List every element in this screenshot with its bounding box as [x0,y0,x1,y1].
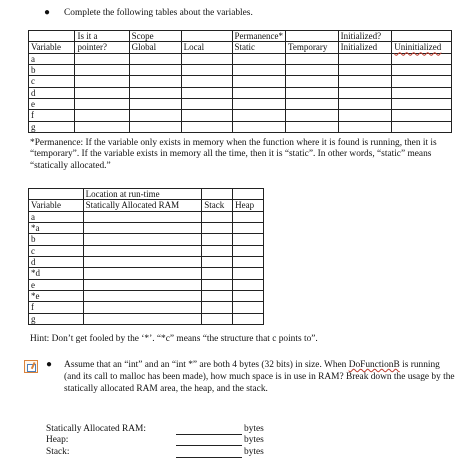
table-cell[interactable] [75,76,129,87]
table-cell[interactable] [75,65,129,76]
table-cell: *e [29,291,84,302]
table-row [29,245,264,256]
table-cell[interactable] [181,76,232,87]
table-row [29,234,264,245]
table-cell[interactable] [83,245,202,256]
table-cell[interactable]: Scope [129,31,181,42]
table-row [29,110,452,121]
table-row [29,268,264,279]
table-cell[interactable] [202,189,233,200]
table-cell[interactable] [232,53,285,64]
hint-text: Hint: Don’t get fooled by the ‘*’. “*c” means “the structure that c points to”. [30,334,318,344]
permanence-note: *Permanence: If the variable only exists in memory when the function where it is found is running, then it is “temporary”. If the variable exists in memory all the time, then it is “static”. In other words, “static” means “statically allocated.” [30,138,437,171]
table-cell[interactable] [338,121,392,132]
table-cell[interactable] [232,99,285,110]
table-cell[interactable] [232,65,285,76]
table-cell[interactable] [392,53,452,64]
location-table [28,188,264,325]
table-cell[interactable] [233,279,264,290]
table-cell[interactable] [202,245,233,256]
table-row [29,87,452,98]
table-cell[interactable] [129,110,181,121]
instruction-text: Complete the following tables about the variables. [64,8,253,18]
table-cell[interactable] [83,291,202,302]
table-cell[interactable] [338,76,392,87]
table-cell[interactable] [233,223,264,234]
table-cell[interactable] [83,268,202,279]
header-row [29,189,264,200]
table-row [29,99,452,110]
table-cell[interactable]: Initialized? [338,31,392,42]
table-cell: g [29,313,84,324]
table-cell: b [29,65,75,76]
bullet-icon: ● [44,7,51,18]
table-cell[interactable] [129,53,181,64]
table-row [29,121,452,132]
answer-block [46,423,264,458]
table-cell[interactable]: Heap [233,200,264,211]
table-cell[interactable]: Permanence* [232,31,285,42]
bullet-icon: ● [46,359,53,370]
answer-blank[interactable] [176,437,242,446]
table-cell[interactable] [129,99,181,110]
question-part2: is running (and its call to malloc has been made), how much space is in use in RAM? Break down the usage by the statically allocated RAM area, the heap, and the stack. [64,360,455,394]
table-cell: a [29,53,75,64]
table-cell[interactable] [232,110,285,121]
table-cell[interactable] [233,291,264,302]
table-cell: f [29,110,75,121]
table-cell[interactable] [233,257,264,268]
table-cell[interactable] [83,223,202,234]
table-cell[interactable] [181,99,232,110]
table-cell[interactable] [181,110,232,121]
table-cell[interactable] [83,234,202,245]
answer-label: Statically Allocated RAM: [46,423,146,434]
table-cell: b [29,234,84,245]
table-cell[interactable] [129,65,181,76]
table-cell[interactable]: Is it a [75,31,129,42]
table-cell[interactable] [392,99,452,110]
table-row [29,53,452,64]
table-cell[interactable] [75,87,129,98]
question-part1: Assume that an “int” and an “int *” are both 4 bytes (32 bits) in size. When [64,360,349,370]
table-cell[interactable] [392,65,452,76]
table-cell[interactable] [181,87,232,98]
table-cell[interactable]: Global [129,42,181,53]
table-cell[interactable] [202,234,233,245]
header-row [29,200,264,211]
table-cell: *d [29,268,84,279]
table-cell[interactable]: Temporary [286,42,339,53]
table-cell[interactable] [83,279,202,290]
question-text [64,360,456,395]
table-cell[interactable] [232,121,285,132]
table-cell[interactable] [75,53,129,64]
edit-note-icon [24,360,38,373]
table-cell[interactable]: Uninitialized [392,42,452,53]
table-cell[interactable] [338,65,392,76]
answer-unit: bytes [244,446,264,457]
table-cell[interactable]: Local [181,42,232,53]
table-cell[interactable] [202,291,233,302]
table-cell: Variable [29,200,84,211]
table-cell[interactable] [338,110,392,121]
table-cell[interactable]: Initialized [338,42,392,53]
table-cell[interactable] [233,189,264,200]
answer-label: Heap: [46,435,69,446]
table-cell[interactable] [286,110,339,121]
table-cell[interactable] [233,245,264,256]
table-cell[interactable] [338,87,392,98]
header-row [29,42,452,53]
table-row [29,313,264,324]
table-cell[interactable] [75,121,129,132]
table-cell[interactable] [129,87,181,98]
table-cell[interactable] [233,211,264,222]
table-cell[interactable] [392,76,452,87]
table-cell[interactable] [83,211,202,222]
table-cell[interactable]: Location at run-time [83,189,202,200]
table-cell: g [29,121,75,132]
table-cell: d [29,87,75,98]
table-cell[interactable] [75,110,129,121]
table-cell[interactable] [202,302,233,313]
table-cell: e [29,99,75,110]
answer-label: Stack: [46,446,70,457]
answer-blank[interactable] [176,449,242,458]
table-cell[interactable] [202,279,233,290]
table-cell[interactable]: Statically Allocated RAM [83,200,202,211]
answer-unit: bytes [244,435,264,446]
table-cell[interactable] [286,65,339,76]
table-cell[interactable]: Stack [202,200,233,211]
table-cell[interactable] [202,257,233,268]
table-cell: e [29,279,84,290]
table-cell[interactable] [233,268,264,279]
table-row [29,279,264,290]
table-row [29,223,264,234]
table-cell[interactable] [83,313,202,324]
table-cell[interactable] [392,121,452,132]
question-bullet [46,360,456,395]
table-cell: Variable [29,42,75,53]
table-cell[interactable] [232,76,285,87]
table-cell[interactable] [181,121,232,132]
table-cell[interactable] [232,87,285,98]
table-row [29,302,264,313]
table-cell[interactable] [392,87,452,98]
table-cell[interactable]: Static [232,42,285,53]
table-cell[interactable] [286,99,339,110]
table-row [29,211,264,222]
function-name: DoFunctionB [348,360,400,370]
table-cell[interactable] [286,87,339,98]
table-row [29,257,264,268]
table-cell[interactable] [233,313,264,324]
table-cell: a [29,211,84,222]
table-cell[interactable] [233,234,264,245]
table-cell: f [29,302,84,313]
table-cell[interactable] [129,76,181,87]
table-cell[interactable] [83,257,202,268]
answer-row [46,446,264,458]
table-cell[interactable] [202,313,233,324]
table-cell[interactable] [181,65,232,76]
table-cell[interactable] [181,31,232,42]
table-cell[interactable] [202,268,233,279]
table-cell[interactable] [83,302,202,313]
table-cell [29,31,75,42]
table-cell[interactable] [202,211,233,222]
table-cell [29,189,84,200]
answer-unit: bytes [244,423,264,434]
table-cell: d [29,257,84,268]
table-row [29,76,452,87]
table-row [29,65,452,76]
table-cell: c [29,245,84,256]
table-cell[interactable] [286,31,339,42]
header-row [29,31,452,42]
table-cell[interactable] [338,99,392,110]
instruction-bullet [44,8,253,19]
table-cell[interactable] [202,223,233,234]
table-cell: *a [29,223,84,234]
variables-table [28,30,452,133]
table-cell[interactable] [286,121,339,132]
table-cell[interactable] [286,53,339,64]
table-cell[interactable] [129,121,181,132]
table-cell: c [29,76,75,87]
table-cell[interactable] [392,31,452,42]
answer-row [46,423,264,435]
table-cell[interactable] [233,302,264,313]
table-cell[interactable] [286,76,339,87]
table-row [29,291,264,302]
table-cell[interactable] [181,53,232,64]
table-cell[interactable] [75,99,129,110]
table-cell[interactable] [392,110,452,121]
answer-blank[interactable] [176,426,242,435]
table-cell[interactable] [338,53,392,64]
table-cell[interactable]: pointer? [75,42,129,53]
answer-row [46,435,264,447]
